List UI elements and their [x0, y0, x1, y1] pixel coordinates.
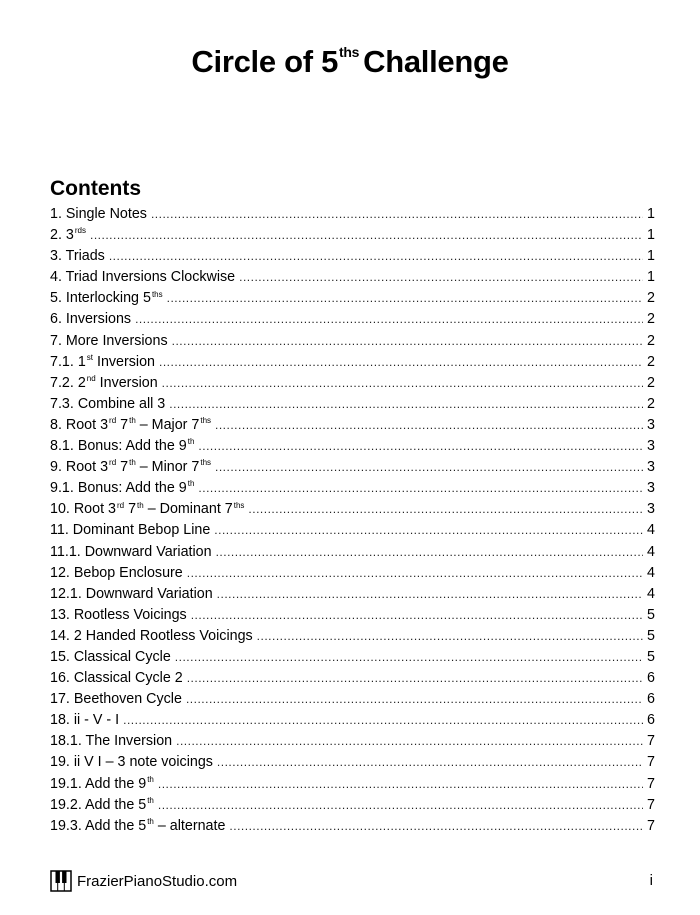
toc-entry-superscript: th [187, 479, 195, 489]
toc-dot-leader [215, 457, 643, 478]
footer-logo [50, 870, 237, 892]
toc-entry-label [50, 626, 253, 647]
toc-entry-label [50, 288, 163, 309]
toc-entry-superscript: th [147, 774, 154, 784]
toc-entry-page-number: 5 [647, 606, 655, 623]
toc-dot-leader [135, 309, 643, 330]
toc-entry-page-number: 2 [647, 311, 655, 328]
toc-entry[interactable] [50, 752, 655, 773]
toc-entry-page-number: 5 [647, 648, 655, 665]
toc-entry-text: 2. 3 [50, 227, 74, 244]
toc-dot-leader [187, 563, 643, 584]
toc-entry-page-number: 1 [647, 227, 655, 244]
toc-entry-text: 12.1. Downward Variation [50, 585, 213, 602]
toc-dot-leader [191, 605, 643, 626]
table-of-contents [50, 204, 655, 837]
toc-entry-label [50, 415, 211, 436]
toc-dot-leader [176, 731, 643, 752]
toc-entry-label [50, 584, 213, 605]
toc-entry-page-number: 5 [647, 627, 655, 644]
toc-entry[interactable] [50, 352, 655, 373]
toc-entry[interactable] [50, 731, 655, 752]
toc-entry-page-number: 6 [647, 712, 655, 729]
toc-entry-text: 19. ii V I – 3 note voicings [50, 754, 213, 771]
toc-dot-leader [172, 331, 643, 352]
toc-entry-page-number: 3 [647, 438, 655, 455]
toc-entry[interactable] [50, 520, 655, 541]
toc-entry-text: 10. Root 3 [50, 501, 116, 518]
toc-entry-text: – alternate [153, 817, 226, 834]
toc-entry-text: 7 [116, 459, 129, 476]
toc-entry-label [50, 373, 158, 394]
toc-entry-superscript: nd [86, 373, 96, 383]
toc-entry-text: 11.1. Downward Variation [50, 543, 212, 560]
toc-entry-text: 1. Single Notes [50, 206, 147, 222]
toc-entry-label [50, 478, 194, 499]
toc-entry-text: 5. Interlocking 5 [50, 290, 151, 307]
toc-dot-leader [248, 499, 643, 520]
toc-entry-text: 3. Triads [50, 248, 105, 265]
toc-dot-leader [198, 478, 643, 499]
toc-entry-text: 16. Classical Cycle 2 [50, 670, 183, 687]
toc-entry-superscript: ths [233, 500, 245, 510]
title-superscript: ths [339, 43, 360, 60]
toc-entry-text: 6. Inversions [50, 311, 132, 328]
toc-entry-text: 19.3. Add the 5 [50, 817, 147, 834]
toc-entry-text: – Minor 7 [135, 459, 200, 476]
toc-entry-label [50, 563, 183, 584]
toc-entry-page-number: 4 [647, 585, 655, 602]
toc-entry-page-number: 7 [647, 817, 655, 834]
toc-entry-page-number: 2 [647, 395, 655, 412]
toc-entry[interactable] [50, 816, 655, 837]
toc-entry-text: 7.2. 2 [50, 374, 86, 391]
toc-entry-superscript: rd [109, 458, 117, 468]
toc-dot-leader [198, 436, 643, 457]
toc-entry[interactable] [50, 436, 655, 457]
toc-entry[interactable] [50, 204, 655, 225]
toc-entry-text: 7.1. 1 [50, 353, 86, 370]
toc-dot-leader [215, 415, 643, 436]
toc-entry-label [50, 605, 187, 626]
toc-entry-page-number: 3 [647, 480, 655, 497]
toc-dot-leader [158, 795, 643, 816]
piano-keys-icon [50, 870, 72, 892]
toc-entry-text: 7.3. Combine all 3 [50, 395, 166, 412]
toc-entry-label [50, 668, 183, 689]
toc-entry-superscript: th [137, 500, 144, 510]
toc-entry[interactable] [50, 795, 655, 816]
toc-dot-leader [151, 204, 643, 225]
toc-entry[interactable] [50, 584, 655, 605]
toc-dot-leader [187, 668, 643, 689]
toc-entry-superscript: th [129, 458, 136, 468]
toc-entry-label [50, 457, 211, 478]
contents-heading: Contents [50, 177, 141, 200]
toc-dot-leader [90, 225, 643, 246]
toc-entry-text: Inversion [95, 374, 158, 391]
toc-entry[interactable] [50, 563, 655, 584]
toc-entry[interactable] [50, 689, 655, 710]
toc-entry-page-number: 1 [647, 269, 655, 286]
toc-entry-page-number: 6 [647, 691, 655, 708]
toc-entry-label [50, 542, 212, 563]
toc-dot-leader [162, 373, 643, 394]
toc-entry-label [50, 394, 165, 415]
toc-entry[interactable] [50, 605, 655, 626]
toc-dot-leader [158, 774, 643, 795]
toc-entry-superscript: th [187, 437, 195, 447]
toc-dot-leader [239, 267, 643, 288]
toc-entry[interactable] [50, 542, 655, 563]
toc-entry[interactable] [50, 626, 655, 647]
toc-entry-text: 18.1. The Inversion [50, 733, 173, 750]
toc-entry-superscript: rds [74, 226, 86, 236]
toc-dot-leader [159, 352, 643, 373]
toc-entry-text: 4. Triad Inversions Clockwise [50, 269, 236, 286]
toc-entry-text: 13. Rootless Voicings [50, 606, 187, 623]
toc-entry-label [50, 731, 172, 752]
toc-entry-text: 8. Root 3 [50, 416, 109, 433]
toc-entry-text: 19.2. Add the 5 [50, 796, 147, 813]
toc-entry-page-number: 7 [647, 733, 655, 750]
toc-entry[interactable] [50, 668, 655, 689]
toc-entry-page-number: 7 [647, 796, 655, 813]
toc-entry-superscript: th [147, 795, 154, 805]
document-title [0, 44, 700, 80]
toc-entry-text: 7 [124, 501, 137, 518]
toc-dot-leader [167, 288, 643, 309]
toc-entry-label [50, 204, 147, 225]
toc-entry-label [50, 352, 155, 373]
footer-page-number: i [649, 872, 653, 889]
toc-entry-text: 9. Root 3 [50, 459, 109, 476]
toc-entry-label [50, 795, 154, 816]
toc-entry-page-number: 4 [647, 543, 655, 560]
toc-entry-text: 11. Dominant Bebop Line [50, 522, 211, 539]
toc-entry-superscript: th [147, 816, 154, 826]
toc-dot-leader [186, 689, 643, 710]
toc-entry-text: – Dominant 7 [143, 501, 233, 518]
toc-entry-text: 18. ii - V - I [50, 712, 120, 729]
toc-dot-leader [109, 246, 643, 267]
toc-entry[interactable] [50, 309, 655, 330]
toc-entry[interactable] [50, 710, 655, 731]
toc-dot-leader [214, 520, 643, 541]
toc-entry[interactable] [50, 774, 655, 795]
toc-dot-leader [175, 647, 643, 668]
toc-entry-text: 14. 2 Handed Rootless Voicings [50, 627, 253, 644]
toc-entry-text: 19.1. Add the 9 [50, 775, 147, 792]
toc-dot-leader [169, 394, 643, 415]
toc-entry[interactable] [50, 478, 655, 499]
toc-entry-text: 7 [116, 416, 129, 433]
toc-entry-label [50, 816, 225, 837]
toc-entry-label [50, 246, 105, 267]
title-main: Circle of 5 [191, 44, 339, 79]
toc-entry-label [50, 225, 86, 246]
toc-entry-page-number: 6 [647, 670, 655, 687]
toc-entry[interactable] [50, 499, 655, 520]
toc-dot-leader [229, 816, 643, 837]
toc-entry-label [50, 436, 194, 457]
toc-entry-page-number: 2 [647, 332, 655, 349]
toc-dot-leader [216, 542, 643, 563]
toc-dot-leader [257, 626, 643, 647]
toc-entry[interactable] [50, 288, 655, 309]
toc-entry-superscript: ths [200, 458, 212, 468]
toc-entry-label [50, 520, 210, 541]
toc-entry-superscript: rd [116, 500, 125, 510]
toc-entry-page-number: 2 [647, 353, 655, 370]
toc-entry[interactable] [50, 394, 655, 415]
toc-entry[interactable] [50, 373, 655, 394]
toc-dot-leader [217, 752, 643, 773]
toc-entry-label [50, 710, 119, 731]
toc-entry-text: 17. Beethoven Cycle [50, 691, 182, 708]
toc-entry-page-number: 4 [647, 522, 655, 539]
toc-dot-leader [217, 584, 643, 605]
toc-entry-label [50, 499, 244, 520]
toc-entry-text: 9.1. Bonus: Add the 9 [50, 480, 187, 497]
toc-entry-label [50, 752, 213, 773]
title-rest: Challenge [363, 44, 509, 79]
toc-entry-page-number: 1 [647, 248, 655, 265]
toc-entry[interactable] [50, 246, 655, 267]
toc-entry-page-number: 1 [647, 206, 655, 222]
toc-dot-leader [123, 710, 643, 731]
toc-entry-page-number: 3 [647, 501, 655, 518]
toc-entry[interactable] [50, 647, 655, 668]
toc-entry-superscript: rd [109, 416, 117, 426]
toc-entry[interactable] [50, 225, 655, 246]
toc-entry-label [50, 309, 131, 330]
toc-entry-page-number: 7 [647, 754, 655, 771]
toc-entry-label [50, 331, 168, 352]
toc-entry-superscript: th [129, 416, 136, 426]
toc-entry-page-number: 7 [647, 775, 655, 792]
toc-entry-page-number: 3 [647, 459, 655, 476]
toc-entry[interactable] [50, 267, 655, 288]
toc-entry-page-number: 2 [647, 290, 655, 307]
toc-entry-page-number: 2 [647, 374, 655, 391]
toc-entry-text: Inversion [93, 353, 155, 370]
toc-entry-text: – Major 7 [135, 416, 200, 433]
toc-entry[interactable] [50, 415, 655, 436]
toc-entry-label [50, 774, 154, 795]
toc-entry-text: 15. Classical Cycle [50, 648, 171, 665]
toc-entry-text: 8.1. Bonus: Add the 9 [50, 438, 187, 455]
toc-entry-label [50, 647, 171, 668]
toc-entry-page-number: 3 [647, 416, 655, 433]
footer-site-name: FrazierPianoStudio.com [77, 872, 238, 890]
toc-entry-label [50, 267, 235, 288]
toc-entry-text: 7. More Inversions [50, 332, 168, 349]
toc-entry-superscript: ths [200, 416, 212, 426]
toc-entry-page-number: 4 [647, 564, 655, 581]
toc-entry-superscript: ths [151, 289, 163, 299]
toc-entry[interactable] [50, 331, 655, 352]
toc-entry-superscript: st [86, 352, 94, 362]
toc-entry[interactable] [50, 457, 655, 478]
toc-entry-text: 12. Bebop Enclosure [50, 564, 183, 581]
toc-entry-label [50, 689, 182, 710]
